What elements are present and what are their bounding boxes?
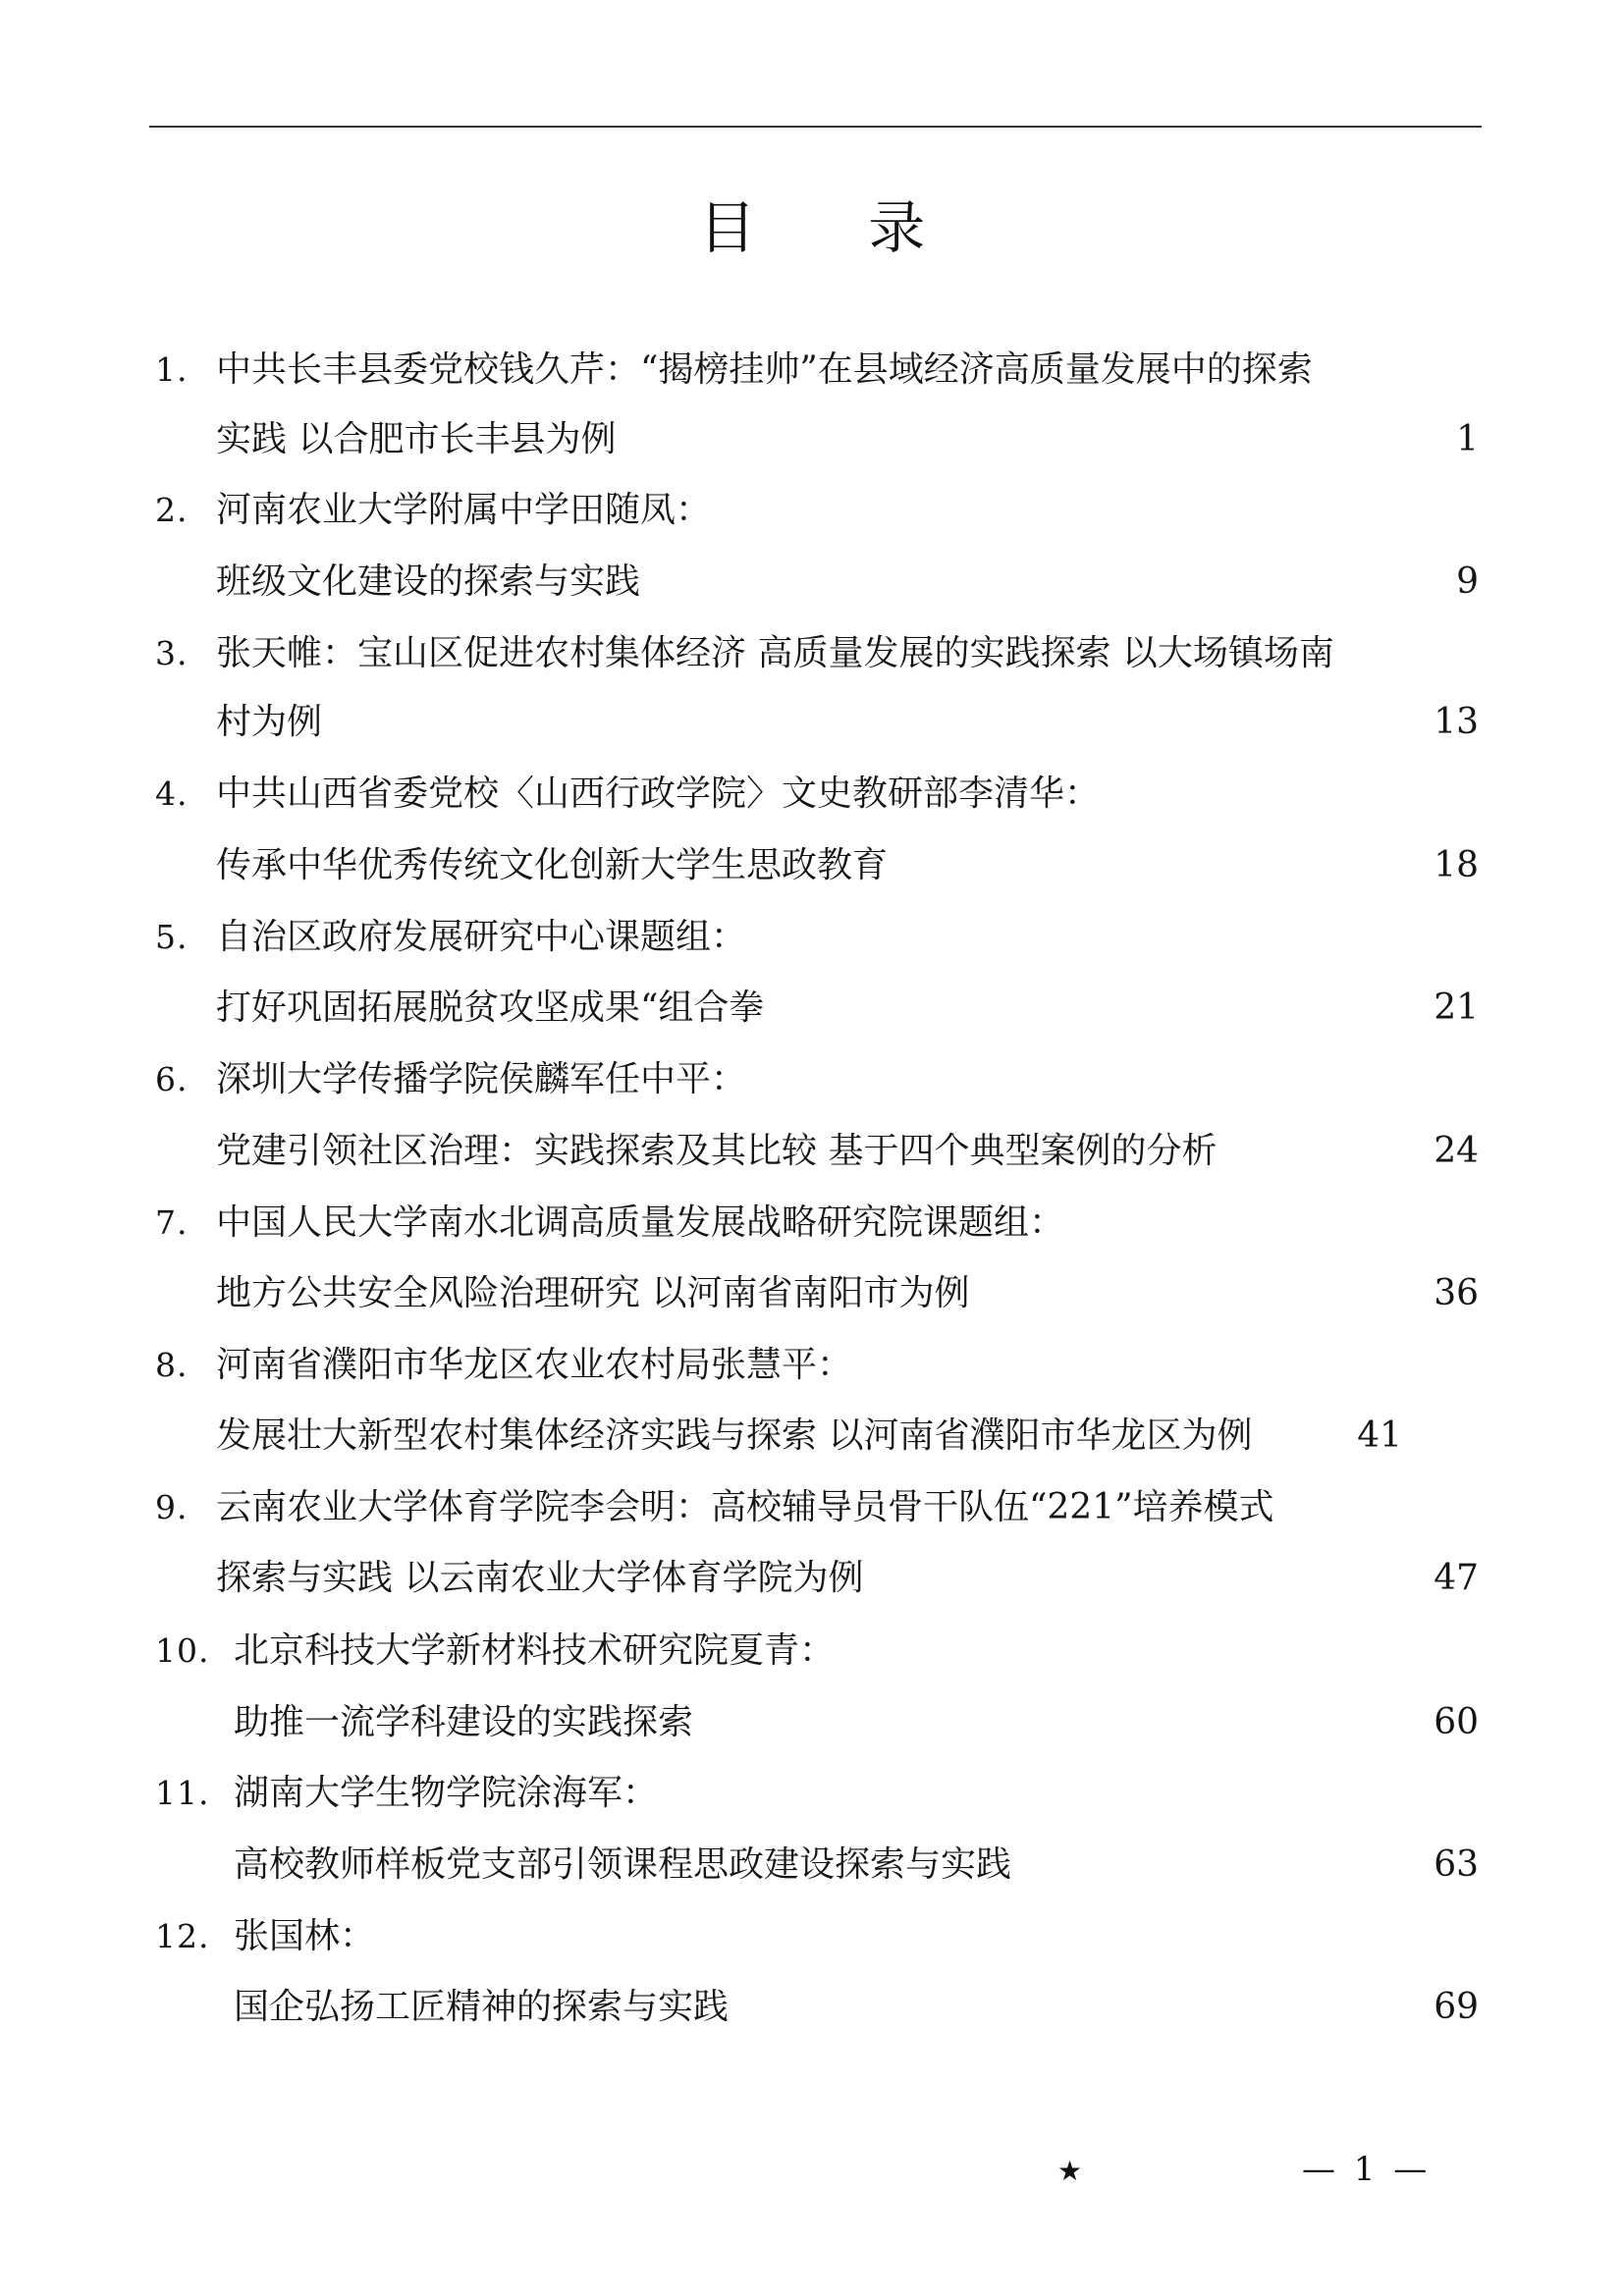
toc-entry-subtitle: 传承中华优秀传统文化创新大学生思政教育 [216,845,889,885]
toc-entry-number: 7. [155,1203,189,1242]
toc-entry-number: 6. [155,1060,189,1098]
toc-entry-1-line2[interactable] [0,410,1624,469]
footer-star-icon: ★ [1057,2155,1083,2187]
toc-entry-title: 中共山西省委党校〈山西行政学院〉文史教研部李清华： [216,774,1101,814]
toc-entry-5-line2[interactable] [0,979,1624,1038]
toc-entry-11-line1[interactable] [0,1764,1624,1823]
toc-entry-4-line2[interactable] [0,836,1624,895]
toc-entry-title: 中国人民大学南水北调高质量发展战略研究院课题组： [216,1202,1065,1243]
toc-entry-subtitle: 实践 以合肥市长丰县为例 [216,419,617,459]
toc-entry-title: 中共长丰县委党校钱久芹：“揭榜挂帅”在县域经济高质量发展中的探索 [216,349,1313,390]
toc-entry-12-line1[interactable] [0,1907,1624,1966]
toc-entry-page: 9 [1456,561,1479,602]
toc-entry-subtitle: 打好巩固拓展脱贫攻坚成果“组合拳 [216,988,765,1028]
toc-entry-subtitle: 助推一流学科建设的实践探索 [234,1702,694,1742]
toc-entry-subtitle: 村为例 [216,702,323,742]
toc-entry-subtitle: 国企弘扬工匠精神的探索与实践 [234,1987,730,2027]
toc-entry-3-line2[interactable] [0,693,1624,752]
toc-entry-page: 36 [1434,1273,1479,1313]
toc-entry-title: 张国林： [234,1916,376,1956]
toc-entry-page: 13 [1434,702,1479,742]
toc-entry-title: 北京科技大学新材料技术研究院夏青： [234,1630,836,1671]
toc-entry-6-line1[interactable] [0,1050,1624,1109]
toc-entry-8-line2[interactable] [0,1407,1624,1466]
toc-entry-page: 41 [1357,1415,1402,1456]
toc-entry-4-line1[interactable] [0,765,1624,824]
toc-entry-page: 69 [1434,1987,1479,2027]
toc-entry-6-line2[interactable] [0,1122,1624,1181]
toc-entry-title: 张天帷：宝山区促进农村集体经济 高质量发展的实践探索 以大场镇场南 [216,633,1334,673]
toc-entry-subtitle: 发展壮大新型农村集体经济实践与探索 以河南省濮阳市华龙区为例 [216,1415,1253,1456]
toc-entry-12-line2[interactable] [0,1978,1624,2037]
toc-entry-subtitle: 班级文化建设的探索与实践 [216,561,641,602]
toc-entry-number: 8. [155,1346,189,1384]
toc-entry-subtitle: 地方公共安全风险治理研究 以河南省南阳市为例 [216,1273,970,1313]
toc-entry-page: 63 [1434,1844,1479,1885]
toc-entry-number: 3. [155,634,189,672]
toc-entry-page: 21 [1434,988,1479,1028]
toc-entry-title: 河南农业大学附属中学田随凤： [216,490,712,530]
toc-entry-title: 自治区政府发展研究中心课题组： [216,917,747,957]
toc-entry-subtitle: 高校教师样板党支部引领课程思政建设探索与实践 [234,1844,1012,1885]
toc-entry-number: 5. [155,918,189,956]
toc-entry-number: 2. [155,491,189,529]
toc-entry-page: 24 [1434,1131,1479,1171]
toc-entry-title: 云南农业大学体育学院李会明：高校辅导员骨干队伍“221”培养模式 [216,1487,1274,1527]
toc-entry-number: 9. [155,1488,189,1526]
footer-page-number: — 1 — [1302,2150,1432,2189]
toc-entry-title: 湖南大学生物学院涂海军： [234,1773,659,1813]
toc-entry-9-line1[interactable] [0,1478,1624,1537]
toc-entry-11-line2[interactable] [0,1836,1624,1895]
toc-entry-2-line1[interactable] [0,481,1624,540]
toc-entry-1-line1[interactable] [0,341,1624,400]
toc-entry-9-line2[interactable] [0,1549,1624,1608]
toc-entry-page: 1 [1456,419,1479,459]
toc-entry-page: 60 [1434,1702,1479,1742]
toc-entry-number: 1. [155,350,189,389]
toc-entry-8-line1[interactable] [0,1336,1624,1395]
toc-entry-7-line1[interactable] [0,1194,1624,1253]
toc-entry-page: 47 [1434,1558,1479,1598]
toc-entry-number: 10. [155,1631,210,1670]
toc-entry-2-line2[interactable] [0,553,1624,612]
toc-entry-title: 河南省濮阳市华龙区农业农村局张慧平： [216,1345,853,1385]
toc-entry-5-line1[interactable] [0,908,1624,967]
toc-entry-10-line2[interactable] [0,1693,1624,1752]
toc-entry-subtitle: 党建引领社区治理：实践探索及其比较 基于四个典型案例的分析 [216,1131,1218,1171]
toc-entry-7-line2[interactable] [0,1264,1624,1323]
toc-entry-3-line1[interactable] [0,624,1624,683]
toc-entry-number: 12. [155,1917,210,1955]
toc-entry-10-line1[interactable] [0,1622,1624,1681]
toc-entry-page: 18 [1434,845,1479,885]
toc-entry-title: 深圳大学传播学院侯麟军任中平： [216,1059,747,1099]
toc-entry-number: 11. [155,1774,210,1812]
toc-entry-number: 4. [155,774,189,813]
page-title: 目 录 [698,194,973,261]
toc-entry-subtitle: 探索与实践 以云南农业大学体育学院为例 [216,1558,864,1598]
